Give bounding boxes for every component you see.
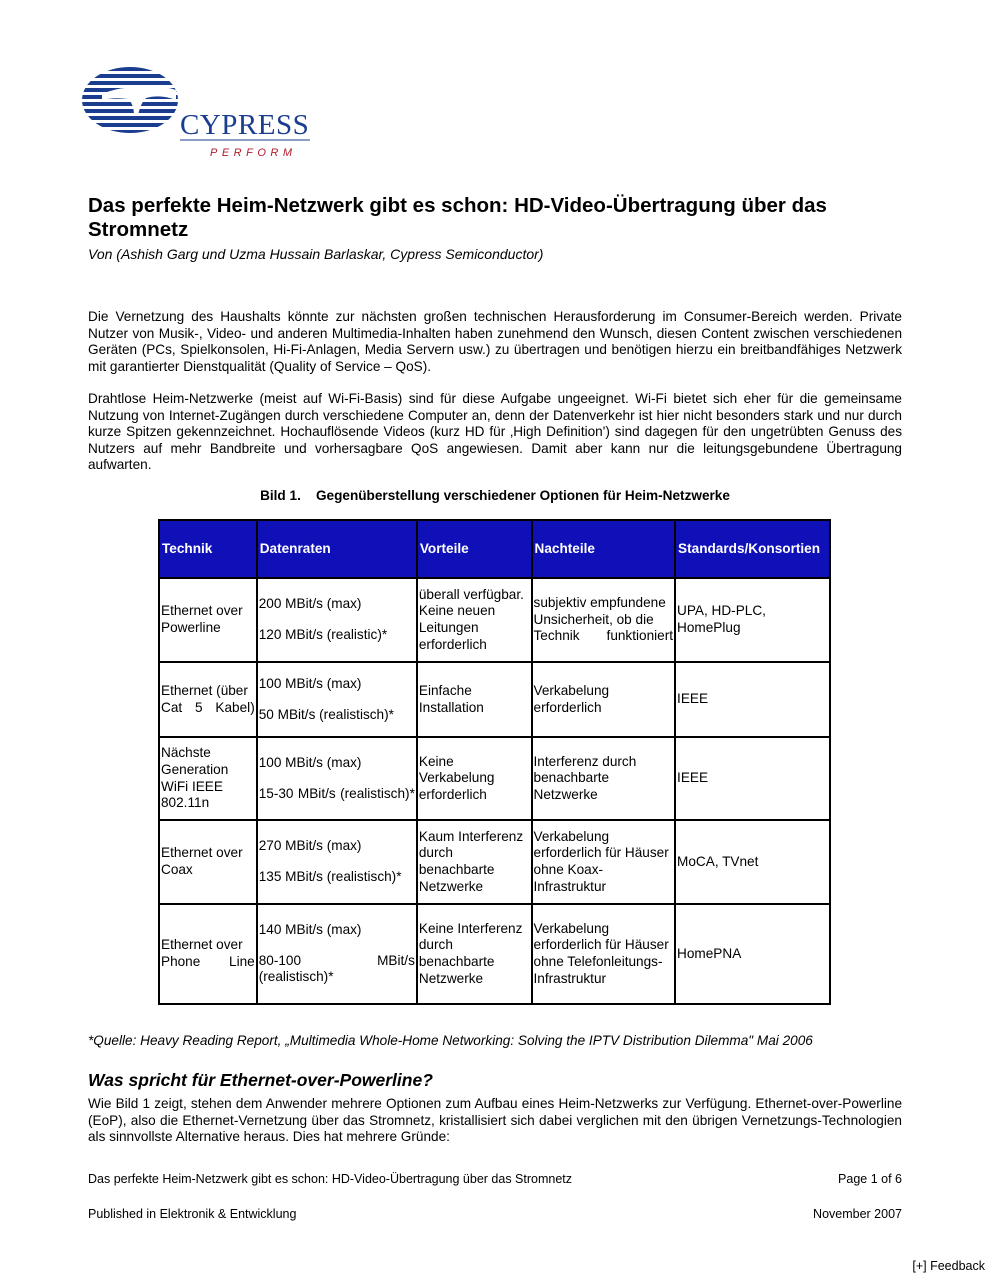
cell-vorteile: Kaum Interferenz durch benachbarte Netzwerke (417, 820, 532, 904)
cell-datenraten (257, 904, 417, 1004)
footer-row-2 (88, 1207, 902, 1221)
source-note: *Quelle: Heavy Reading Report, „Multimedia Whole-Home Networking: Solving the IPTV Distribution Dilemma" Mai 2006 (88, 1033, 813, 1048)
logo-wordmark: CYPRESS (180, 109, 310, 141)
cell-nachteile: Verkabelung erforderlich für Häuser ohne Telefonleitungs-Infrastruktur (532, 904, 676, 1004)
cell-standards: UPA, HD-PLC, HomePlug (675, 578, 830, 662)
rate-max: 100 MBit/s (max) (258, 754, 362, 770)
cell-technik: Ethernet over Powerline (159, 578, 257, 662)
rate-realistic: 120 MBit/s (realistic)* (258, 627, 388, 642)
author-byline: Von (Ashish Garg und Uzma Hussain Barlaskar, Cypress Semiconductor) (88, 246, 544, 262)
header-datenraten: Datenraten (257, 520, 417, 578)
cell-vorteile: Einfache Installation (417, 662, 532, 737)
table-row (159, 578, 830, 662)
rate-max: 270 MBit/s (max) (258, 838, 362, 854)
publication-name: Published in Elektronik & Entwicklung (88, 1207, 297, 1221)
cell-technik: Ethernet over Phone Line (159, 904, 257, 1004)
cell-standards: IEEE (675, 662, 830, 737)
cell-datenraten (257, 662, 417, 737)
wireless-paragraph: Drahtlose Heim-Netzwerke (meist auf Wi-Fi-Basis) sind für diese Aufgabe ungeeignet. Wi-Fi bietet sich eher für die gemeinsame Nutzung von Internet-Zugängen durch verschiedene Computer an, denn der Datenverkehr ist hier nicht besonders stark und nur durch kurze Spitzen gekennzeichnet. Hochauflösende Videos (kurz HD für ‚High Definition') sind dagegen für den ungetrübten Genuss des Nutzers auf mehr Bandbreite und vorhersagbare QoS angewiesen. Damit aber kann nur die leitungsgebundene Übertragung aufwarten. (88, 391, 902, 473)
feedback-link[interactable]: [+] Feedback (912, 1259, 985, 1273)
header-nachteile: Nachteile (532, 520, 676, 578)
rate-realistic: 80-100 MBit/s (realistisch)* (258, 952, 415, 985)
cell-nachteile: Verkabelung erforderlich für Häuser ohne Koax-Infrastruktur (532, 820, 676, 904)
cell-datenraten (257, 820, 417, 904)
cell-vorteile: überall verfügbar. Keine neuen Leitungen erforderlich (417, 578, 532, 662)
cell-technik: Ethernet over Coax (159, 820, 257, 904)
publication-date: November 2007 (813, 1207, 902, 1221)
cell-vorteile: Keine Verkabelung erforderlich (417, 737, 532, 820)
section-paragraph: Wie Bild 1 zeigt, stehen dem Anwender mehrere Optionen zum Aufbau eines Heim-Netzwerks zur Verfügung. Ethernet-over-Powerline (EoP), also die Ethernet-Vernetzung über das Stromnetz, kristallisiert sich dabei verglichen mit den übrigen Vernetzungs-Technologien als sinnvollste Alternative heraus. Dies hat mehrere Gründe: (88, 1096, 902, 1145)
cell-standards: IEEE (675, 737, 830, 820)
table-header-row (159, 520, 830, 578)
cell-nachteile: Interferenz durch benachbarte Netzwerke (532, 737, 676, 820)
intro-paragraph: Die Vernetzung des Haushalts könnte zur nächsten großen technischen Herausforderung im Consumer-Bereich werden. Private Nutzer von Musik-, Video- und anderen Multimedia-Inhalten haben zunehmend den Wunsch, diesen Content zwischen verschiedenen Geräten (PCs, Spielkonsolen, Hi-Fi-Anlagen, Media Servern usw.) zu übertragen und benötigen hierzu ein breitbandfähiges Netzwerk mit garantierter Dienstqualität (Quality of Service – QoS). (88, 309, 902, 374)
comparison-table (158, 519, 831, 1005)
figure-caption: Bild 1. Gegenüberstellung verschiedener Optionen für Heim-Netzwerke (260, 488, 730, 503)
cell-technik: Ethernet (über Cat 5 Kabel) (159, 662, 257, 737)
globe-stripes-icon (80, 67, 180, 134)
table-row (159, 737, 830, 820)
page-number: Page 1 of 6 (838, 1172, 902, 1186)
cell-technik: Nächste Generation WiFi IEEE 802.11n (159, 737, 257, 820)
footer-row-1 (88, 1172, 902, 1186)
rate-max: 140 MBit/s (max) (258, 922, 362, 938)
table-row (159, 904, 830, 1004)
cell-datenraten (257, 578, 417, 662)
header-vorteile: Vorteile (417, 520, 532, 578)
table-row (159, 662, 830, 737)
footer-title: Das perfekte Heim-Netzwerk gibt es schon: HD-Video-Übertragung über das Stromnetz (88, 1172, 573, 1186)
rate-realistic: 135 MBit/s (realistisch)* (258, 869, 402, 884)
rate-realistic: 15-30 MBit/s (realistisch)* (258, 785, 415, 801)
cell-standards: MoCA, TVnet (675, 820, 830, 904)
header-technik: Technik (159, 520, 257, 578)
section-heading: Was spricht für Ethernet-over-Powerline? (88, 1070, 433, 1090)
logo-tagline: PERFORM (210, 147, 297, 159)
rate-max: 100 MBit/s (max) (258, 675, 362, 691)
cell-datenraten (257, 737, 417, 820)
cell-nachteile: Verkabelung erforderlich (532, 662, 676, 737)
rate-realistic: 50 MBit/s (realistisch)* (258, 706, 394, 722)
table-row (159, 820, 830, 904)
cypress-logo (80, 64, 320, 160)
cell-standards: HomePNA (675, 904, 830, 1004)
document-title: Das perfekte Heim-Netzwerk gibt es schon: HD-Video-Übertragung über das Stromnetz (88, 194, 827, 241)
cell-vorteile: Keine Interferenz durch benachbarte Netzwerke (417, 904, 532, 1004)
rate-max: 200 MBit/s (max) (258, 596, 362, 612)
cell-nachteile: subjektiv empfundene Unsicherheit, ob die Technik funktioniert (532, 578, 676, 662)
header-standards: Standards/Konsortien (675, 520, 830, 578)
